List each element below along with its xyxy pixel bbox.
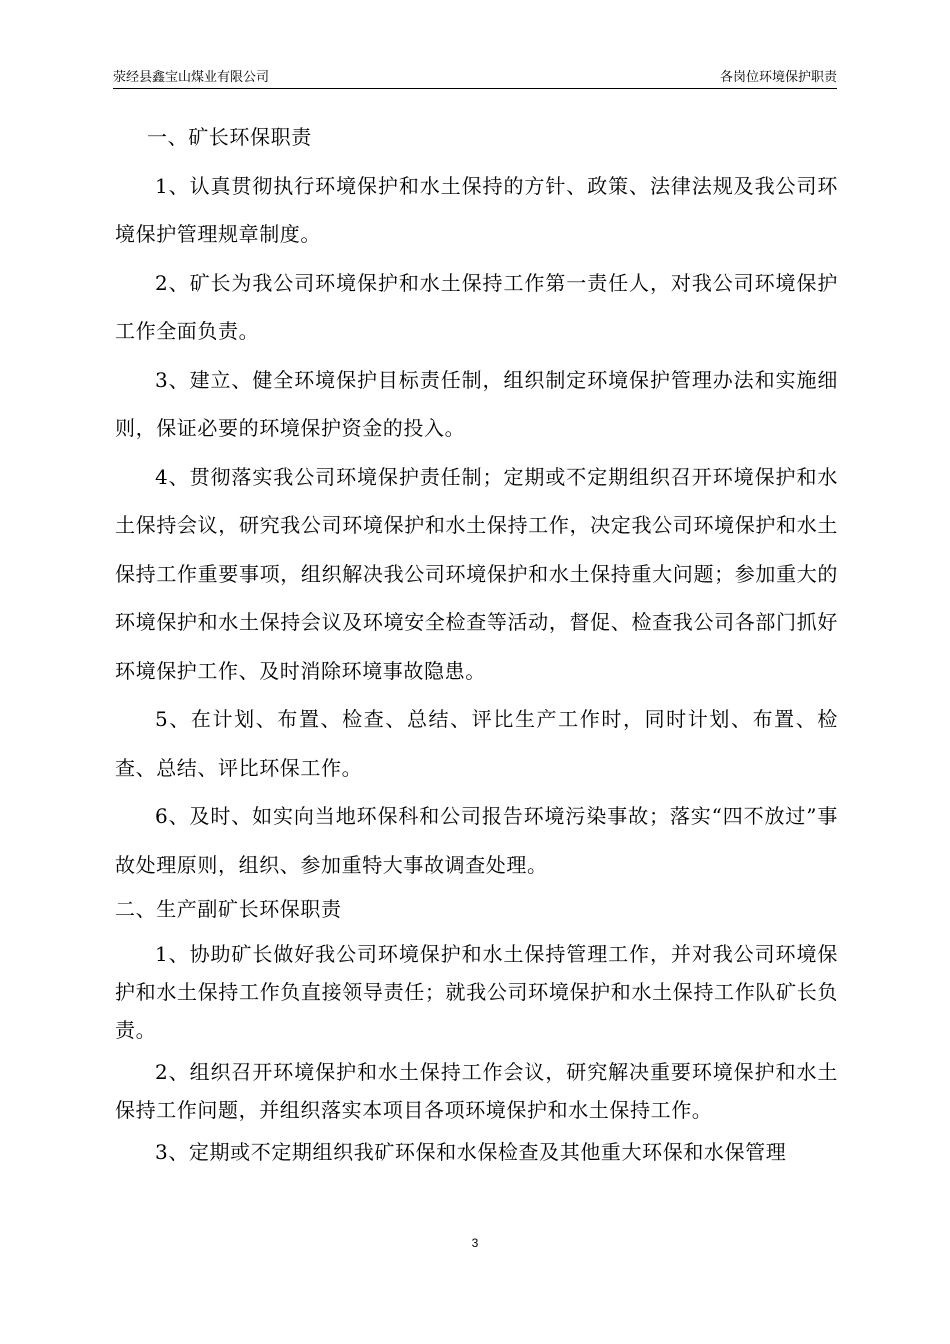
section-2-item-2: 2、组织召开环境保护和水土保持工作会议，研究解决重要环境保护和水土保持工作问题，并组织落实本项目各项环境保护和水土保持工作。 [115,1060,838,1122]
section-1-item-6: 6、及时、如实向当地环保科和公司报告环境污染事故；落实“四不放过”事故处理原则，组织、参加重特大事故调查处理。 [115,804,838,877]
section-1-item-3: 3、建立、健全环境保护目标责任制，组织制定环境保护管理办法和实施细则，保证必要的环境保护资金的投入。 [115,367,838,440]
section-1-item-4: 4、贯彻落实我公司环境保护责任制；定期或不定期组织召开环境保护和水土保持会议，研究我公司环境保护和水土保持工作，决定我公司环境保护和水土保持工作重要事项，组织解决我公司环境保护和水土保持重大问题；参加重大的环境保护和水土保持会议及环境安全检查等活动，督促、检查我公司各部门抓好环境保护工作、及时消除环境事故隐患。 [115,464,838,683]
header-doc-title: 各岗位环境保护职责 [719,70,837,85]
page-number: 3 [471,1236,479,1250]
section-1-item-5: 5、在计划、布置、检查、总结、评比生产工作时，同时计划、布置、检查、总结、评比环保工作。 [115,707,838,780]
section-2-heading: 二、生产副矿长环保职责 [115,897,342,921]
header-divider [113,88,837,89]
header-company: 荥经县鑫宝山煤业有限公司 [113,70,270,85]
section-1-item-1: 1、认真贯彻执行环境保护和水土保持的方针、政策、法律法规及我公司环境保护管理规章制度。 [115,173,838,246]
document-body [115,113,838,1171]
section-1-heading: 一、矿长环保职责 [147,125,312,149]
section-2-item-3: 3、定期或不定期组织我矿环保和水保检查及其他重大环保和水保管理 [155,1140,787,1164]
section-2-item-1: 1、协助矿长做好我公司环境保护和水土保持管理工作，并对我公司环境保护和水土保持工作负直接领导责任；就我公司环境保护和水土保持工作队矿长负责。 [115,942,838,1042]
section-1-item-2: 2、矿长为我公司环境保护和水土保持工作第一责任人，对我公司环境保护工作全面负责。 [115,270,838,343]
